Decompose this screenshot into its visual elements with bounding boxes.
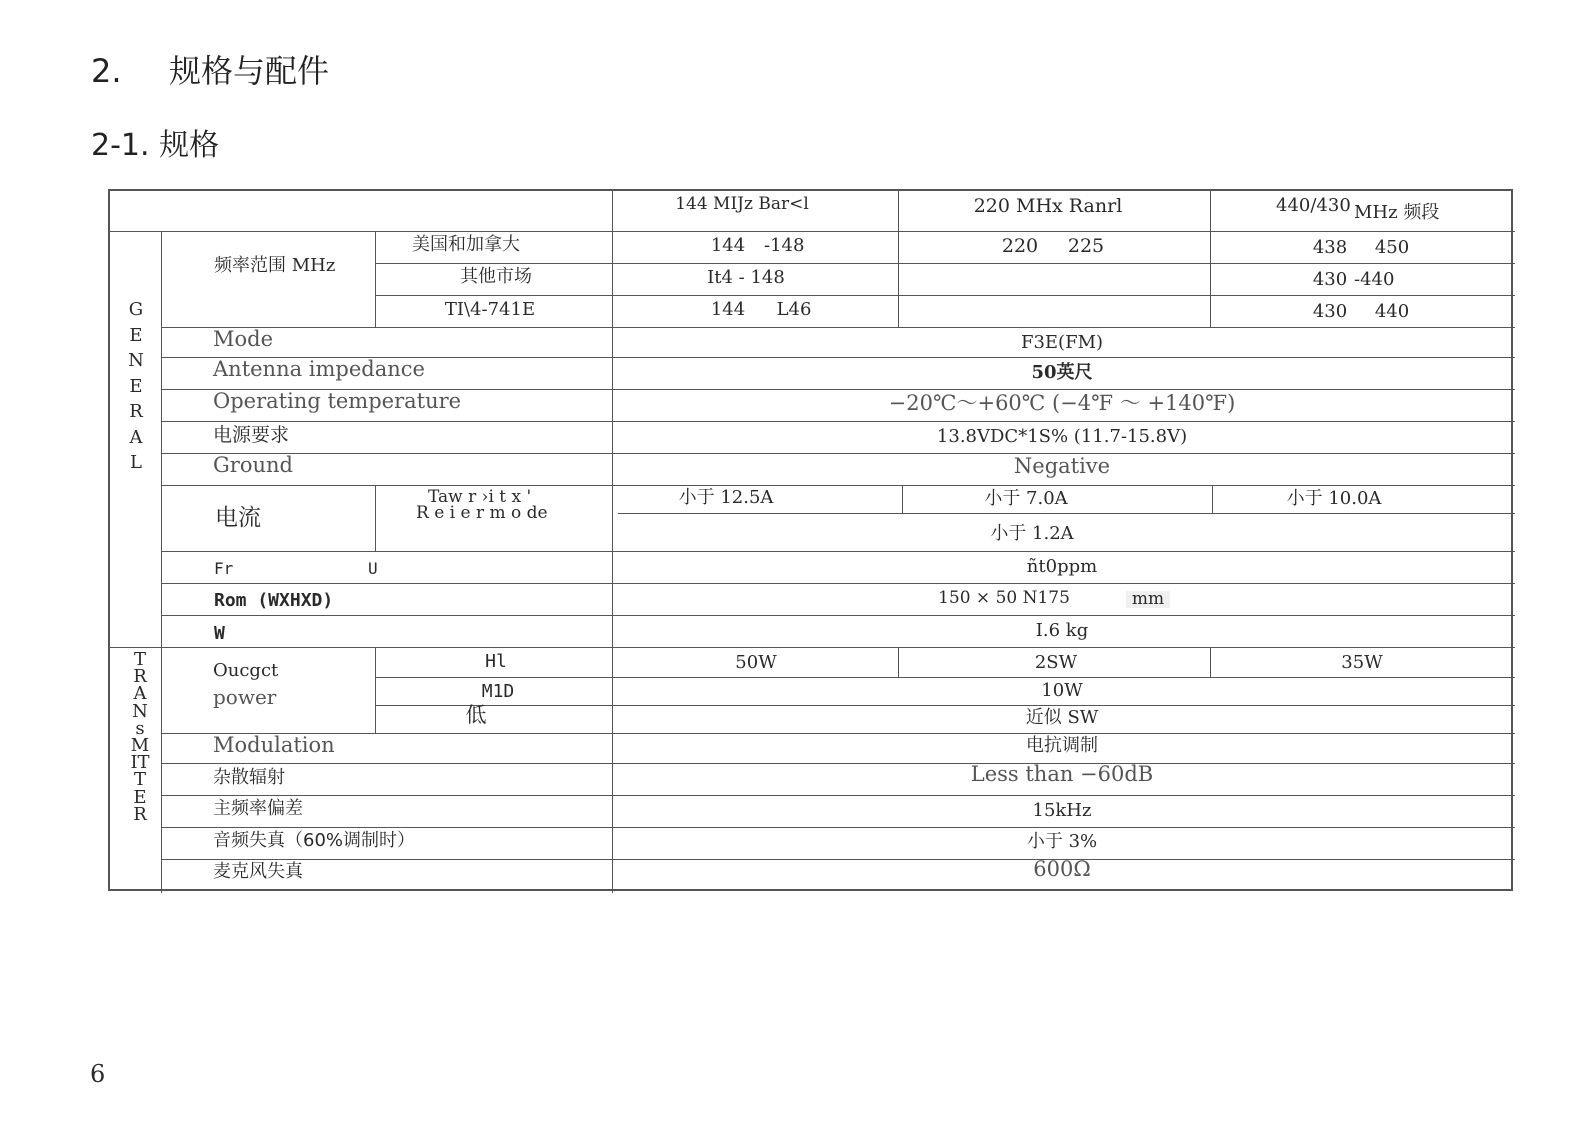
current-receive-label: R e i e r m o de bbox=[416, 503, 548, 523]
freq-other-144: It4 - 148 bbox=[707, 267, 785, 288]
section-title: 规格与配件 bbox=[169, 52, 330, 90]
output-power-mid-value: 10W bbox=[1041, 680, 1083, 701]
freq-us-440-high: 450 bbox=[1374, 237, 1410, 258]
band-440-header-b: MHz 频段 bbox=[1354, 202, 1440, 223]
power-requirement-value: 13.8VDC*1S% (11.7-15.8V) bbox=[936, 426, 1188, 447]
audio-distortion-value: 小于 3% bbox=[1026, 831, 1098, 852]
output-power-mid-label: M1D bbox=[481, 681, 515, 702]
freq-other-440-low: 430 bbox=[1312, 269, 1348, 290]
frequency-stability-label-a: Fr bbox=[214, 559, 234, 578]
spurious-emission-value: Less than −60dB bbox=[970, 762, 1154, 786]
current-transmit-label: Taw r ›i t x ' bbox=[428, 487, 532, 507]
freq-code-440-low: 430 bbox=[1312, 301, 1348, 322]
freq-us-label: 美国和加拿大 bbox=[412, 234, 520, 255]
group-label-general: G E N E R A L bbox=[128, 299, 144, 473]
antenna-impedance-value: 50英尺 bbox=[1031, 362, 1093, 383]
section-heading bbox=[91, 46, 329, 92]
weight-label: W bbox=[214, 623, 225, 644]
freq-range-label: 频率范围 MHz bbox=[214, 255, 336, 276]
current-label: 电流 bbox=[215, 505, 261, 531]
freq-code-label: TI\4-741E bbox=[444, 299, 536, 320]
section-number: 2. bbox=[91, 52, 122, 90]
weight-value: I.6 kg bbox=[1035, 620, 1089, 641]
output-power-label-b: power bbox=[213, 685, 277, 709]
freq-other-440-high: -440 bbox=[1354, 269, 1395, 290]
current-tx-144: 小于 12.5A bbox=[678, 487, 774, 508]
band-144-header: 144 MIJz Bar<l bbox=[675, 194, 809, 214]
freq-us-144-low: 144 bbox=[710, 235, 746, 256]
freq-us-220-low: 220 bbox=[1001, 235, 1039, 257]
spec-table bbox=[108, 189, 1513, 891]
output-power-high-220: 2SW bbox=[1034, 652, 1078, 673]
power-requirement-label: 电源要求 bbox=[213, 424, 290, 446]
freq-other-label: 其他市场 bbox=[460, 266, 532, 287]
freq-code-440-high: 440 bbox=[1374, 301, 1410, 322]
freq-code-144-high: L46 bbox=[776, 299, 812, 320]
dimensions-unit: mm bbox=[1126, 591, 1170, 608]
antenna-impedance-label: Antenna impedance bbox=[213, 357, 425, 381]
modulation-label: Modulation bbox=[213, 733, 335, 757]
output-power-high-440: 35W bbox=[1341, 652, 1383, 673]
freq-us-440-low: 438 bbox=[1312, 237, 1348, 258]
dimensions-label: Rom (WXHXD) bbox=[214, 590, 334, 611]
frequency-deviation-label: 主频率偏差 bbox=[213, 798, 303, 819]
band-440-header-a: 440/430 bbox=[1276, 195, 1351, 216]
page-number: 6 bbox=[90, 1060, 106, 1088]
current-tx-440: 小于 10.0A bbox=[1286, 488, 1382, 509]
frequency-deviation-value: 15kHz bbox=[1032, 800, 1092, 821]
operating-temperature-value: −20℃～+60℃ (−4℉ ～ +140℉) bbox=[888, 391, 1236, 415]
output-power-low-label: 低 bbox=[465, 703, 487, 727]
output-power-high-144: 50W bbox=[735, 652, 777, 673]
current-rx-value: 小于 1.2A bbox=[990, 523, 1074, 544]
audio-distortion-label: 音频失真（60%调制时） bbox=[213, 830, 416, 851]
subsection-heading: 2-1. 规格 bbox=[91, 128, 220, 163]
mode-value: F3E(FM) bbox=[1020, 332, 1104, 353]
output-power-high-label: Hl bbox=[485, 651, 507, 672]
modulation-value: 电抗调制 bbox=[1026, 735, 1098, 756]
mode-label: Mode bbox=[213, 327, 274, 351]
mic-impedance-label: 麦克风失真 bbox=[213, 861, 303, 882]
group-label-transmitter: T R A N s M IT T E R bbox=[130, 649, 150, 825]
spurious-emission-label: 杂散辐射 bbox=[213, 767, 285, 788]
ground-label: Ground bbox=[213, 453, 293, 477]
freq-us-220-high: 225 bbox=[1067, 235, 1105, 257]
operating-temperature-label: Operating temperature bbox=[213, 389, 462, 413]
frequency-stability-label-b: U bbox=[368, 559, 378, 578]
freq-code-144-low: 144 bbox=[710, 299, 746, 320]
frequency-stability-value: ñt0ppm bbox=[1026, 556, 1098, 577]
current-tx-220: 小于 7.0A bbox=[984, 488, 1068, 509]
output-power-low-value: 近似 SW bbox=[1025, 707, 1099, 728]
freq-us-144-high: -148 bbox=[764, 235, 805, 256]
ground-value: Negative bbox=[1013, 454, 1111, 478]
mic-impedance-value: 600Ω bbox=[1033, 857, 1091, 881]
dimensions-value: 150 × 50 N175 bbox=[938, 588, 1070, 608]
output-power-label-a: Oucgct bbox=[213, 660, 279, 681]
band-220-header: 220 MHx Ranrl bbox=[973, 195, 1123, 217]
